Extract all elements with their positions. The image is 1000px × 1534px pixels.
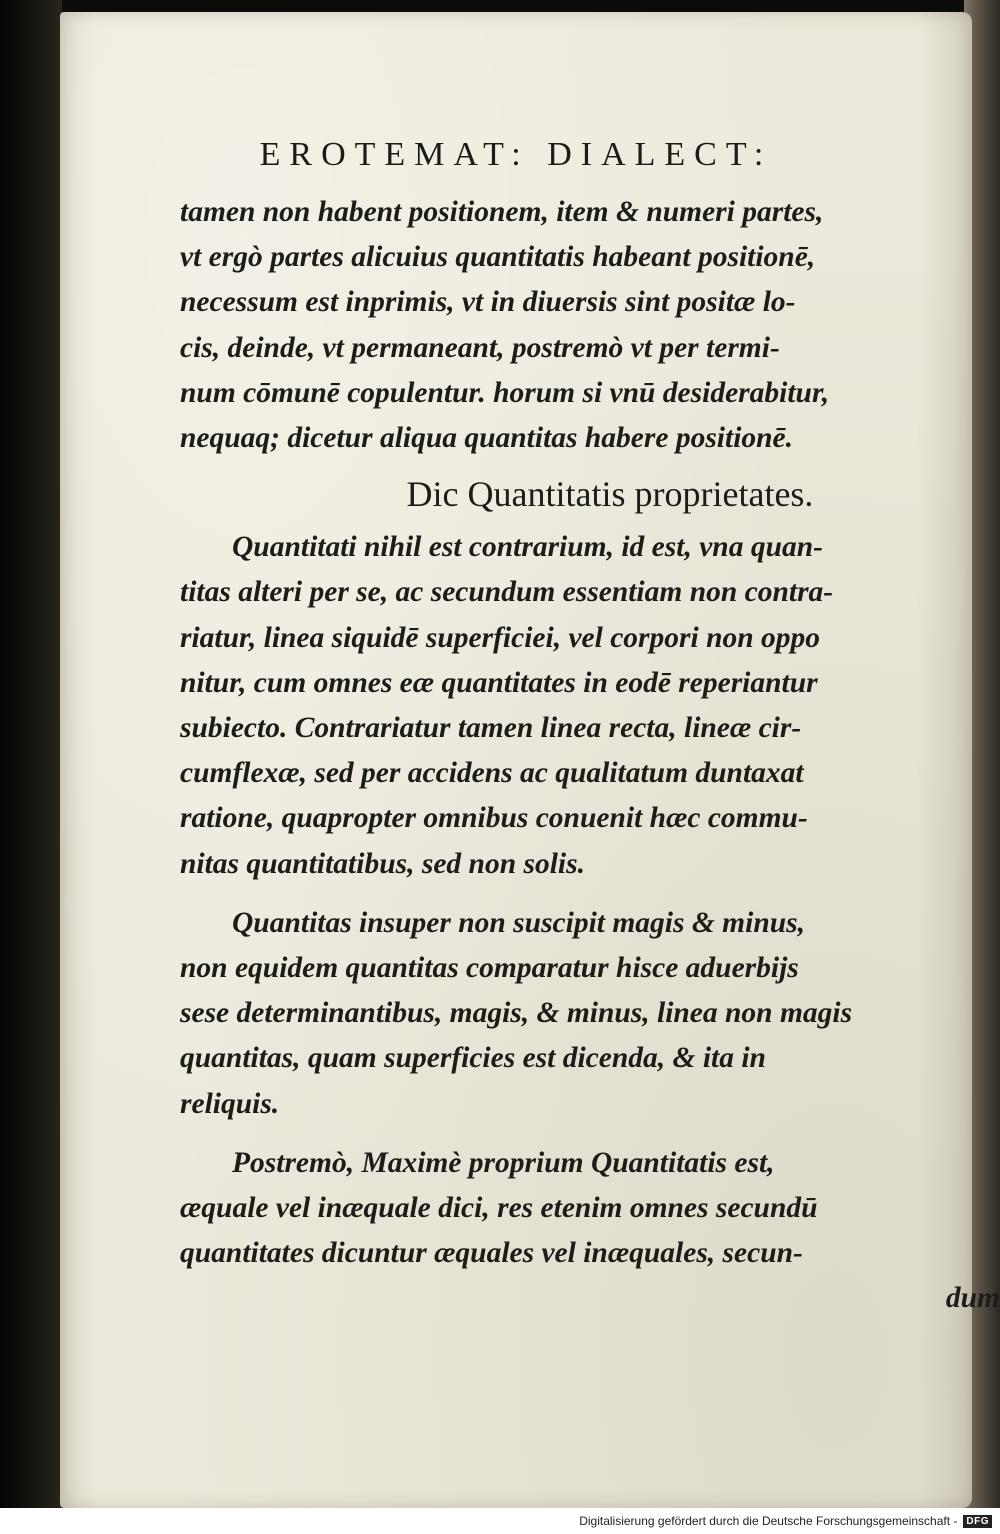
text-line: subiecto. Contrariatur tamen linea recta, lineæ cir- bbox=[180, 712, 802, 745]
text-line: necessum est inprimis, vt in diuersis sint positæ lo- bbox=[180, 286, 796, 319]
text-line: reliquis. bbox=[180, 1087, 280, 1120]
text-line: sese determinantibus, magis, & minus, linea non magis bbox=[180, 997, 853, 1030]
text-line: Quantitas insuper non suscipit magis & minus, bbox=[232, 906, 805, 939]
text-line: ratione, quapropter omnibus conuenit hæc commu- bbox=[180, 802, 808, 835]
book-spine-shadow bbox=[0, 0, 62, 1534]
text-line: nitas quantitatibus, sed non solis. bbox=[180, 847, 585, 880]
text-line: quantitates dicuntur æquales vel inæquales, secun- bbox=[180, 1237, 803, 1270]
catchword: dum bbox=[945, 1282, 1000, 1315]
running-title: EROTEMAT: DIALECT: bbox=[259, 136, 773, 173]
text-line: tamen non habent positionem, item & numeri partes, bbox=[180, 196, 824, 228]
book-page bbox=[60, 12, 1000, 1508]
section-heading: Dic Quantitatis proprietates. bbox=[406, 474, 814, 515]
text-line: Quantitati nihil est contrarium, id est, vna quan- bbox=[232, 531, 823, 564]
text-line: nequaq; dicetur aliqua quantitas habere positionē. bbox=[180, 422, 794, 455]
text-line: vt ergò partes alicuius quantitatis habeant positionē, bbox=[180, 241, 816, 274]
text-line: Postremò, Maximè proprium Quantitatis est, bbox=[232, 1146, 775, 1179]
text-line: num cōmunē copulentur. horum si vnū desiderabitur, bbox=[180, 376, 830, 409]
text-line: æquale vel inæquale dici, res etenim omnes secundū bbox=[180, 1192, 818, 1225]
paragraph-gap bbox=[180, 887, 1000, 901]
dfg-logo: DFG bbox=[963, 1515, 992, 1528]
text-line: nitur, cum omnes eæ quantitates in eodē reperiantur bbox=[180, 666, 818, 699]
text-line: cis, deinde, vt permaneant, postremò vt per termi- bbox=[180, 331, 780, 364]
text-line: cumflexæ, sed per accidens ac qualitatum duntaxat bbox=[180, 757, 804, 790]
digitization-footer bbox=[0, 1508, 1000, 1534]
text-line: non equidem quantitas comparatur hisce aduerbijs bbox=[180, 952, 799, 985]
text-line: titas alteri per se, ac secundum essentiam non contra- bbox=[180, 576, 834, 609]
paragraph-gap bbox=[180, 1127, 1000, 1141]
funding-credit: Digitalisierung gefördert durch die Deutsche Forschungsgemeinschaft - bbox=[579, 1514, 958, 1528]
page-text bbox=[180, 190, 1000, 1322]
text-line: quantitas, quam superficies est dicenda, & ita in bbox=[180, 1042, 766, 1075]
text-line: riatur, linea siquidē superficiei, vel corpori non oppo bbox=[180, 621, 821, 654]
